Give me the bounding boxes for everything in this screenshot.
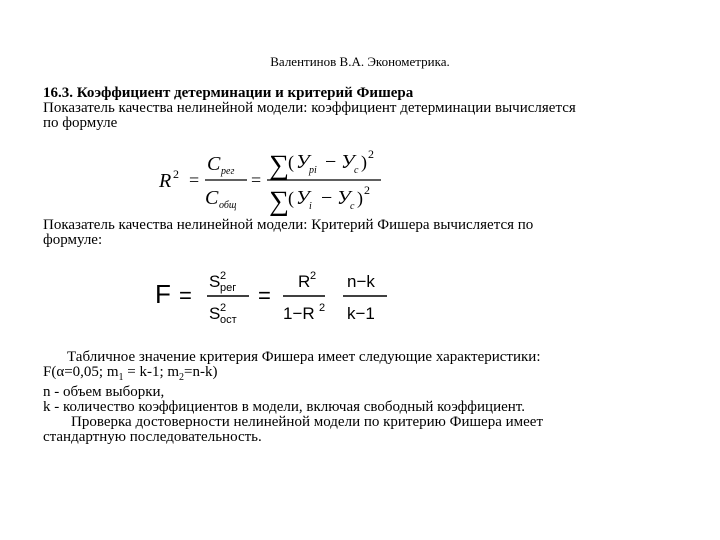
paragraph-1-line-1: Показатель качества нелинейной модели: коэффициент детерминации вычисляется bbox=[43, 100, 576, 116]
table-info-block bbox=[43, 350, 683, 445]
svg-text:c: c bbox=[354, 165, 359, 176]
page-header: Валентинов В.А. Эконометрика. bbox=[270, 54, 450, 69]
table-info-line-2: F(α=0,05; $m_1 = k-1$; $m_2=n-k$) bbox=[43, 364, 218, 383]
svg-text:У: У bbox=[337, 187, 351, 209]
svg-text:2: 2 bbox=[220, 302, 227, 314]
paragraph-1-line-2: по формуле bbox=[43, 115, 118, 131]
svg-text:i: i bbox=[309, 201, 312, 212]
svg-text:): ) bbox=[361, 152, 367, 172]
svg-text:=: = bbox=[179, 283, 192, 308]
svg-text:У: У bbox=[296, 187, 310, 209]
svg-text:рег: рег bbox=[221, 166, 235, 177]
table-info-line-5: Проверка достоверности нелинейной модели по критерию Фишера имеет bbox=[71, 414, 544, 430]
svg-text:2: 2 bbox=[368, 147, 374, 161]
svg-text:рi: рi bbox=[309, 165, 317, 176]
f1-r: R bbox=[159, 170, 172, 192]
formula-determination bbox=[145, 140, 395, 220]
svg-text:c: c bbox=[350, 201, 355, 212]
svg-text:2: 2 bbox=[319, 302, 326, 314]
svg-text:−: − bbox=[325, 151, 337, 173]
svg-text:2: 2 bbox=[173, 167, 179, 181]
svg-text:2: 2 bbox=[220, 270, 227, 282]
svg-text:S: S bbox=[209, 272, 221, 291]
svg-text:k−1: k−1 bbox=[347, 304, 375, 323]
f2-F: F bbox=[155, 279, 171, 309]
paragraph-2-line-1: Показатель качества нелинейной модели: Критерий Фишера вычисляется по bbox=[43, 217, 534, 233]
section-heading: 16.3. Коэффициент детерминации и критерий Фишера bbox=[43, 85, 414, 101]
svg-text:C: C bbox=[207, 153, 221, 175]
svg-text:У: У bbox=[341, 151, 355, 173]
table-info-line-6: стандартную последовательность. bbox=[43, 429, 262, 445]
section-block bbox=[43, 86, 683, 131]
svg-text:рег: рег bbox=[220, 282, 237, 294]
svg-text:(: ( bbox=[288, 152, 294, 172]
svg-text:): ) bbox=[357, 188, 363, 208]
svg-text:ост: ост bbox=[220, 314, 237, 326]
svg-text:У: У bbox=[296, 151, 310, 173]
table-info-line-1: Табличное значение критерия Фишера имеет следующие характеристики: bbox=[67, 349, 541, 365]
svg-text:−: − bbox=[321, 187, 333, 209]
paragraph-2-line-2: формуле: bbox=[43, 232, 103, 248]
svg-text:(: ( bbox=[288, 188, 294, 208]
svg-text:2: 2 bbox=[310, 270, 317, 282]
svg-text:1−R: 1−R bbox=[283, 304, 315, 323]
formula-fisher bbox=[155, 265, 405, 330]
table-info-line-3: n - объем выборки, bbox=[43, 384, 165, 400]
svg-text:2: 2 bbox=[364, 183, 370, 197]
svg-text:∑: ∑ bbox=[269, 186, 289, 217]
svg-text:=: = bbox=[251, 170, 262, 190]
svg-text:C: C bbox=[205, 187, 219, 209]
svg-text:общ: общ bbox=[219, 200, 237, 211]
svg-text:n−k: n−k bbox=[347, 272, 375, 291]
svg-text:S: S bbox=[209, 304, 221, 323]
svg-text:R: R bbox=[298, 272, 311, 291]
paragraph-2 bbox=[43, 218, 683, 248]
table-info-line-4: k - количество коэффициентов в модели, включая свободный коэффициент. bbox=[43, 399, 525, 415]
svg-text:=: = bbox=[189, 170, 200, 190]
svg-text:=: = bbox=[258, 283, 271, 308]
svg-text:∑: ∑ bbox=[269, 150, 289, 181]
